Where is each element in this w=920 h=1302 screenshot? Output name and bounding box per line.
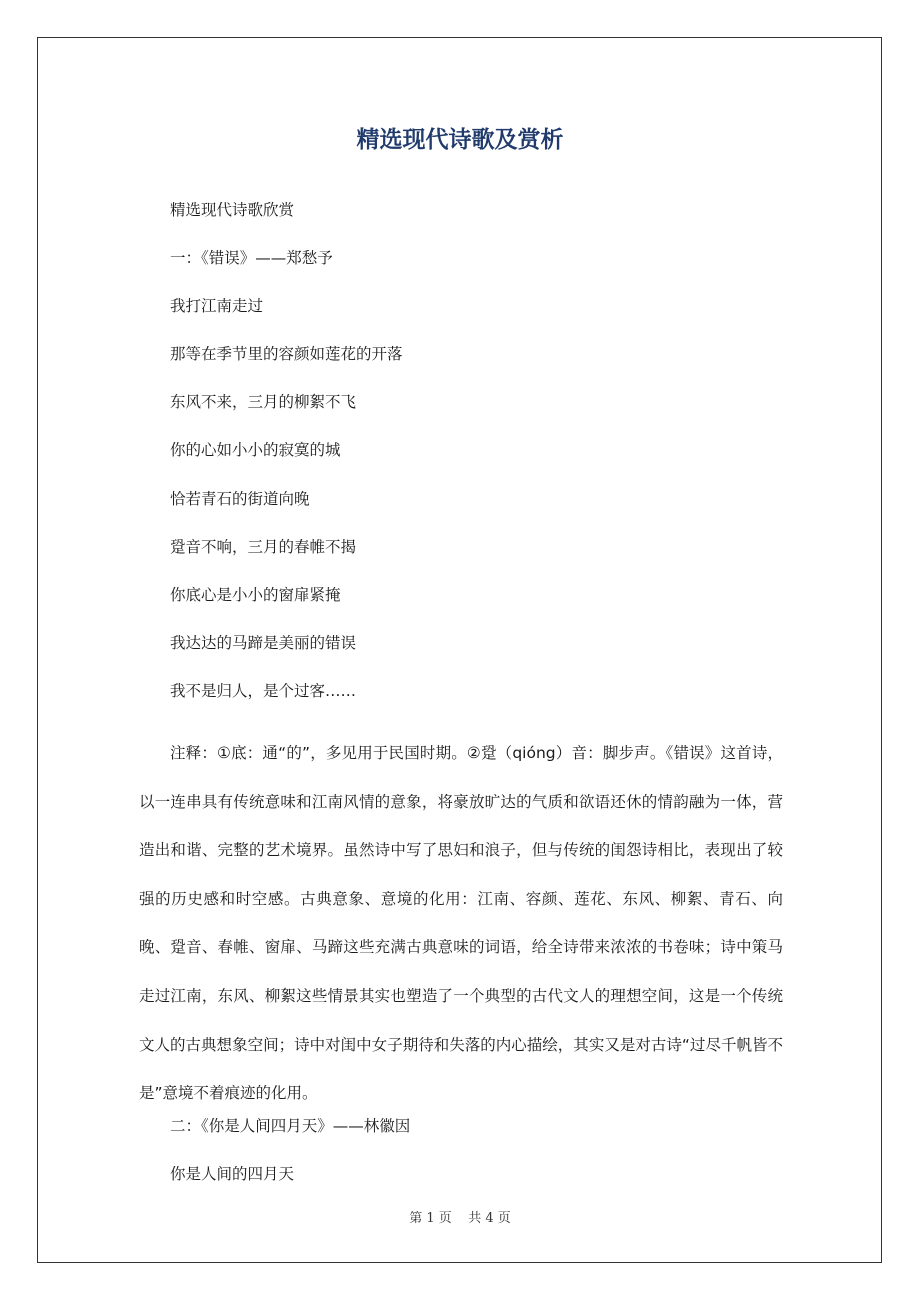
document-title: 精选现代诗歌及赏析 <box>356 127 564 153</box>
poem-line: 你的心如小小的寂寞的城 <box>170 441 341 459</box>
page-number: 第 1 页 <box>409 1211 452 1226</box>
poem-line: 我达达的马蹄是美丽的错误 <box>170 634 357 652</box>
poem-line: 你是人间的四月天 <box>170 1165 295 1183</box>
section-heading-2: 二：《你是人间四月天》——林徽因 <box>170 1117 411 1135</box>
poem-line: 东风不来，三月的柳絮不飞 <box>170 393 357 411</box>
poem-line: 那等在季节里的容颜如莲花的开落 <box>170 345 403 363</box>
poem-line: 跫音不响，三月的春帷不揭 <box>170 538 357 556</box>
poem-line: 恰若青石的街道向晚 <box>170 490 310 508</box>
poem-line: 我打江南走过 <box>170 297 264 315</box>
poem-line: 我不是归人，是个过客…… <box>170 682 357 700</box>
page-total: 共 4 页 <box>468 1211 511 1226</box>
poem-line: 你底心是小小的窗扉紧掩 <box>170 586 341 604</box>
annotation-paragraph: 注释：①底：通“的”，多见用于民国时期。②跫（qióng）音：脚步声。《错误》这首诗，以一连串具有传统意味和江南风情的意象，将豪放旷达的气质和欲语还休的情韵融为一体，营造出和谐、完整的艺术境界。虽然诗中写了思妇和浪子，但与传统的闺怨诗相比，表现出了较强的历史感和时空感。古典意象、意境的化用：江南、容颜、莲花、东风、柳絮、青石、向晚、跫音、春帷、窗扉、马蹄这些充满古典意味的词语，给全诗带来浓浓的书卷味；诗中策马走过江南，东风、柳絮这些情景其实也塑造了一个典型的古代文人的理想空间，这是一个传统文人的古典想象空间；诗中对闺中女子期待和失落的内心描绘，其实又是对古诗“过尽千帆皆不是”意境不着痕迹的化用。 <box>139 744 783 1103</box>
page-footer <box>0 1207 920 1226</box>
section-heading-1: 一：《错误》——郑愁予 <box>170 249 333 267</box>
poem-collection-heading: 精选现代诗歌欣赏 <box>170 201 295 219</box>
